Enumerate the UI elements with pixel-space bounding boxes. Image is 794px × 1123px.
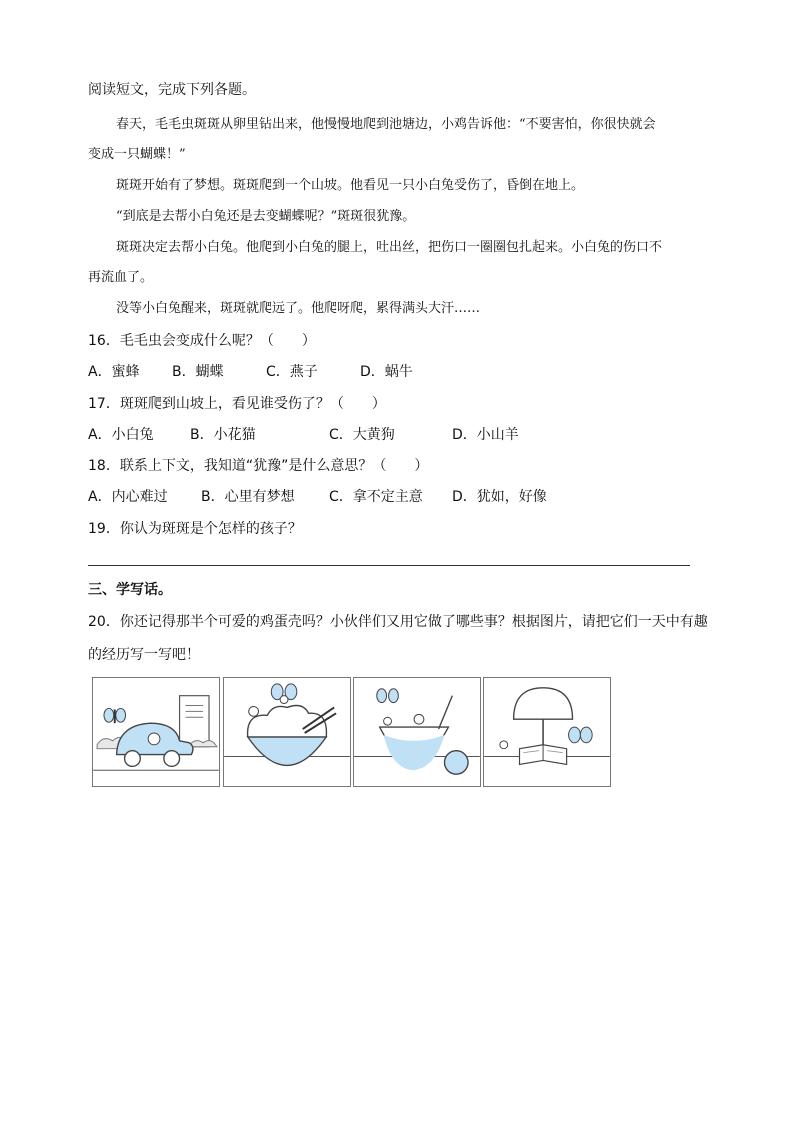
answer-line[interactable] [88, 565, 690, 566]
passage-p3: “到底是去帮小白兔还是去变蝴蝶呢？”斑斑很犹豫。 [116, 209, 416, 224]
passage-p2: 斑斑开始有了梦想。斑斑爬到一个山坡。他看见一只小白兔受伤了，昏倒在地上。 [116, 178, 585, 193]
q16-option-c[interactable]: C．燕子 [266, 364, 318, 380]
reading-instruction: 阅读短文，完成下列各题。 [88, 82, 256, 98]
q18-option-c[interactable]: C．拿不定主意 [329, 489, 423, 505]
question-16: 16．毛毛虫会变成什么呢？（ ） [88, 333, 316, 349]
q16-option-d[interactable]: D．蜗牛 [360, 364, 413, 380]
passage-p1-line1: 春天，毛毛虫斑斑从卵里钻出来，他慢慢地爬到池塘边，小鸡告诉他：“不要害怕，你很快就会 [116, 117, 656, 132]
section-3-title: 三、学写话。 [88, 582, 172, 598]
passage-p4-line2: 再流血了。 [88, 270, 154, 285]
question-19: 19．你认为斑斑是个怎样的孩子？ [88, 521, 302, 537]
question-18: 18．联系上下文，我知道“犹豫”是什么意思？（ ） [88, 458, 429, 474]
eggshell-car-picture [92, 677, 220, 787]
eggshell-drink-picture [353, 677, 481, 787]
q18-option-b[interactable]: B．心里有梦想 [201, 489, 295, 505]
question-20-line1: 20．你还记得那半个可爱的鸡蛋壳吗？小伙伴们又用它做了哪些事？根据图片，请把它们一天中有趣 [88, 614, 708, 630]
q16-option-a[interactable]: A．蜜蜂 [88, 364, 140, 380]
eggshell-umbrella-picture [483, 677, 611, 787]
passage-p1-line2: 变成一只蝴蝶！” [88, 147, 186, 162]
q18-option-d[interactable]: D．犹如，好像 [452, 489, 547, 505]
q17-option-a[interactable]: A．小白兔 [88, 427, 154, 443]
passage-p4-line1: 斑斑决定去帮小白兔。他爬到小白兔的腿上，吐出丝，把伤口一圈圈包扎起来。小白兔的伤口不 [116, 240, 663, 255]
passage-p5: 没等小白兔醒来，斑斑就爬远了。他爬呀爬，累得满头大汗…… [116, 301, 481, 316]
q16-option-b[interactable]: B．蝴蝶 [172, 364, 224, 380]
q18-option-a[interactable]: A．内心难过 [88, 489, 168, 505]
q17-option-d[interactable]: D．小山羊 [452, 427, 519, 443]
q17-option-b[interactable]: B．小花猫 [190, 427, 256, 443]
question-17: 17．斑斑爬到山坡上，看见谁受伤了？（ ） [88, 396, 386, 412]
eggshell-ice-cream-picture [223, 677, 351, 787]
question-20-line2: 的经历写一写吧！ [88, 647, 200, 663]
q17-option-c[interactable]: C．大黄狗 [329, 427, 395, 443]
